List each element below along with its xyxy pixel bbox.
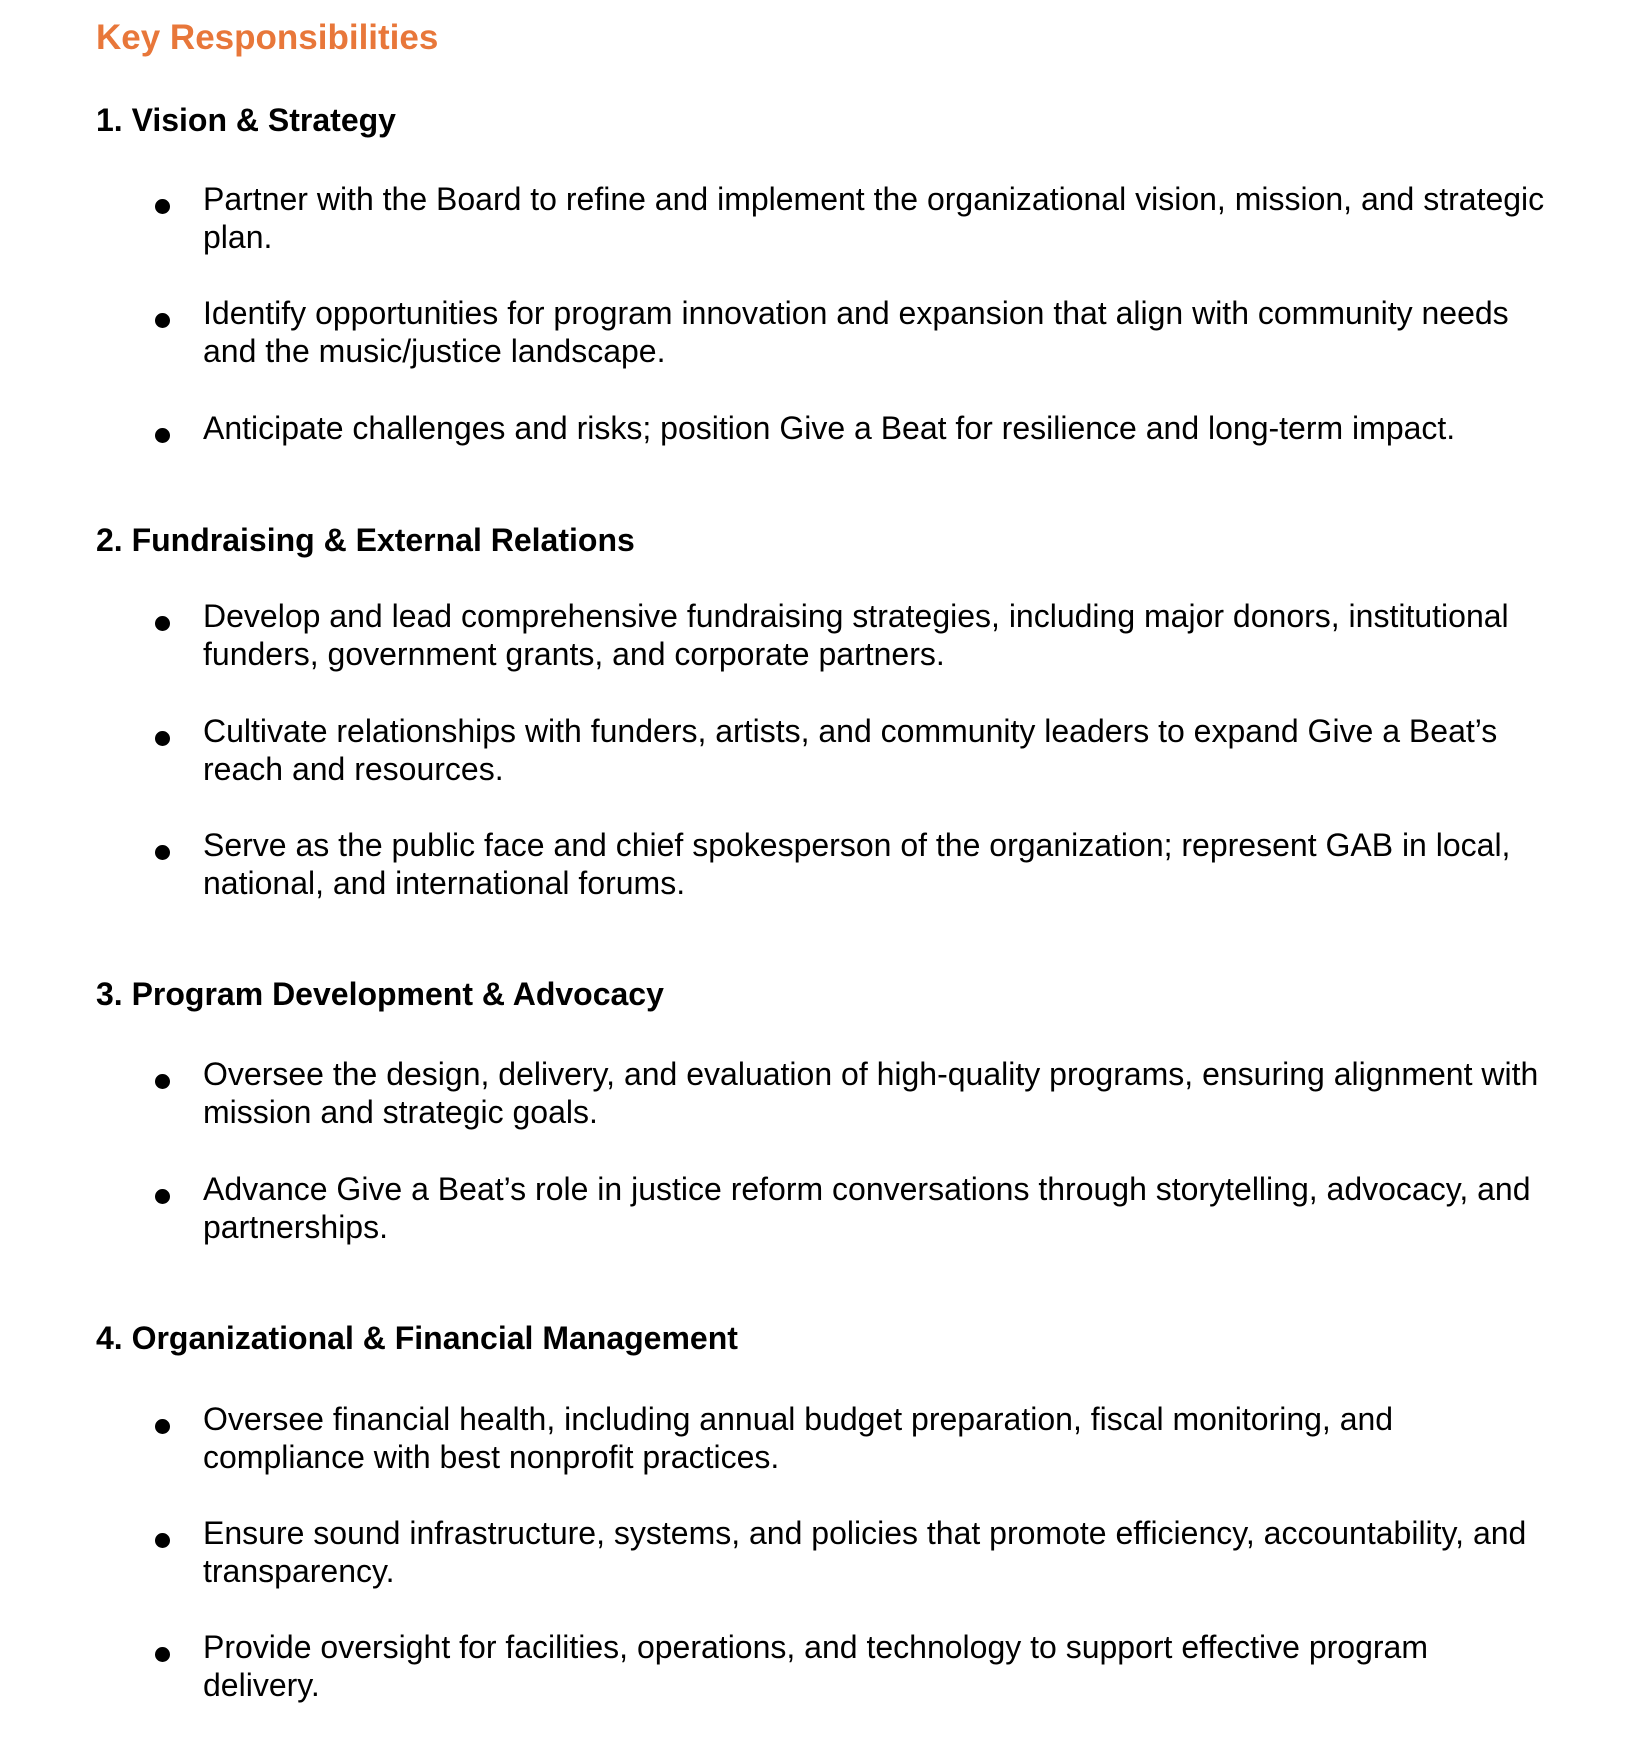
list-item-text: Advance Give a Beat’s role in justice reform conversations through storytelling, advocacy, and partnerships. <box>203 1171 1531 1245</box>
bullet-icon <box>155 1189 170 1204</box>
bullet-icon <box>155 731 170 746</box>
section-heading-vision-strategy: 1. Vision & Strategy <box>96 102 396 138</box>
list-item <box>150 409 1550 447</box>
list-item-text: Anticipate challenges and risks; position Give a Beat for resilience and long-term impact. <box>203 410 1456 446</box>
list-item <box>150 826 1550 902</box>
list-item <box>150 1628 1550 1704</box>
list-item <box>150 1170 1550 1246</box>
bullet-icon <box>155 199 170 214</box>
list-item-text: Serve as the public face and chief spokesperson of the organization; represent GAB in local, national, and international forums. <box>203 827 1511 901</box>
section-heading-organizational-financial-management: 4. Organizational & Financial Management <box>96 1320 738 1356</box>
bullet-icon <box>155 428 170 443</box>
bullet-icon <box>155 1533 170 1548</box>
bullet-icon <box>155 1647 170 1662</box>
list-item-text: Develop and lead comprehensive fundraising strategies, including major donors, institutional funders, government grants, and corporate partners. <box>203 598 1509 672</box>
bullet-icon <box>155 313 170 328</box>
list-item <box>150 1055 1550 1131</box>
list-item-text: Partner with the Board to refine and implement the organizational vision, mission, and strategic plan. <box>203 181 1545 255</box>
list-item <box>150 597 1550 673</box>
list-item <box>150 1514 1550 1590</box>
list-item-text: Provide oversight for facilities, operations, and technology to support effective program delivery. <box>203 1629 1428 1703</box>
bullet-icon <box>155 1074 170 1089</box>
section-heading-program-development-advocacy: 3. Program Development & Advocacy <box>96 976 664 1012</box>
list-item <box>150 294 1550 370</box>
bullet-icon <box>155 1419 170 1434</box>
section-heading-fundraising-external-relations: 2. Fundraising & External Relations <box>96 522 635 558</box>
list-item-text: Oversee the design, delivery, and evaluation of high-quality programs, ensuring alignment with mission and strategic goals. <box>203 1056 1539 1130</box>
list-item-text: Cultivate relationships with funders, artists, and community leaders to expand Give a Beat’s reach and resources. <box>203 713 1498 787</box>
list-item <box>150 180 1550 256</box>
list-item-text: Oversee financial health, including annual budget preparation, fiscal monitoring, and compliance with best nonprofit practices. <box>203 1401 1394 1475</box>
list-item <box>150 712 1550 788</box>
document-title: Key Responsibilities <box>96 18 439 57</box>
list-item <box>150 1400 1550 1476</box>
bullet-icon <box>155 845 170 860</box>
list-item-text: Identify opportunities for program innovation and expansion that align with community needs and the music/justice landscape. <box>203 295 1509 369</box>
bullet-icon <box>155 616 170 631</box>
list-item-text: Ensure sound infrastructure, systems, and policies that promote efficiency, accountability, and transparency. <box>203 1515 1527 1589</box>
